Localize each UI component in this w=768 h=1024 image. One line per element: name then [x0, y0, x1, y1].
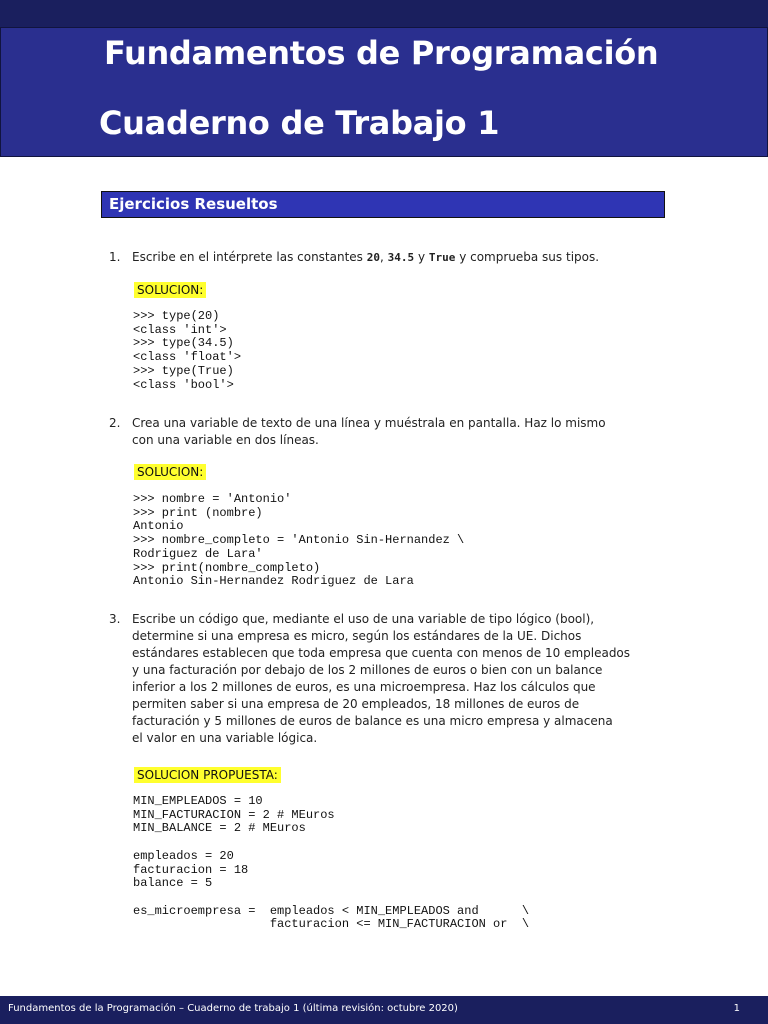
- exercise-2-code: >>> nombre = 'Antonio' >>> print (nombre) Antonio >>> nombre_completo = 'Antonio Sin-Hernandez \ Rodriguez de Lara' >>> print(nombre_completo) Antonio Sin-Hernandez Rodriguez de Lara: [133, 492, 465, 589]
- exercise-1-solution-label: SOLUCION:: [134, 282, 206, 298]
- exercise-1-text-before: Escribe en el intérprete las constantes: [132, 250, 367, 264]
- exercise-2-line: Crea una variable de texto de una línea y muéstrala en pantalla. Haz lo mismo: [132, 416, 606, 430]
- exercise-3-code: MIN_EMPLEADOS = 10 MIN_FACTURACION = 2 # MEuros MIN_BALANCE = 2 # MEuros empleados = 20 facturacion = 18 balance = 5 es_microempresa = empleados < MIN_EMPLEADOS and \ facturacion <= MIN_FACTURACION or \: [133, 794, 530, 932]
- footer-bar: [0, 996, 768, 1024]
- exercise-3-statement: [132, 611, 656, 747]
- footer-text: Fundamentos de la Programación – Cuaderno de trabajo 1 (última revisión: octubre 2020): [8, 1003, 458, 1014]
- exercise-2-line: con una variable en dos líneas.: [132, 433, 319, 447]
- page-number: 1: [733, 1003, 740, 1014]
- section-title: Ejercicios Resueltos: [109, 195, 278, 213]
- exercise-3-line: Escribe un código que, mediante el uso de una variable de tipo lógico (bool),: [132, 612, 595, 626]
- document-subtitle: Cuaderno de Trabajo 1: [99, 104, 500, 142]
- exercise-3-line: facturación y 5 millones de euros de balance es una micro empresa y almacena: [132, 714, 613, 728]
- exercise-2-number: 2.: [109, 416, 121, 430]
- top-strip: [0, 0, 768, 27]
- exercise-1-text-after: y comprueba sus tipos.: [455, 250, 600, 264]
- exercise-3-number: 3.: [109, 612, 121, 626]
- exercise-2-solution-label: SOLUCION:: [134, 464, 206, 480]
- exercise-3-solution-label: SOLUCION PROPUESTA:: [134, 767, 281, 783]
- exercise-1-sep-2: y: [414, 250, 429, 264]
- exercise-2-statement: [132, 415, 656, 449]
- document-title: Fundamentos de Programación: [104, 34, 659, 72]
- exercise-1-sep-1: ,: [380, 250, 388, 264]
- exercise-3-line: inferior a los 2 millones de euros, es una microempresa. Haz los cálculos que: [132, 680, 596, 694]
- exercise-1-statement: [132, 249, 656, 266]
- exercise-3-line: el valor en una variable lógica.: [132, 731, 318, 745]
- exercise-1-const-2: 34.5: [387, 251, 415, 264]
- exercise-3-line: determine si una empresa es micro, según los estándares de la UE. Dichos: [132, 629, 582, 643]
- exercise-3-line: estándares establecen que toda empresa que cuenta con menos de 10 empleados: [132, 646, 631, 660]
- section-header: [101, 191, 665, 218]
- exercise-1-const-1: 20: [366, 251, 380, 264]
- exercise-3-line: permiten saber si una empresa de 20 empleados, 18 millones de euros de: [132, 697, 580, 711]
- exercise-1-const-3: True: [428, 251, 456, 264]
- exercise-1-code: >>> type(20) <class 'int'> >>> type(34.5) <class 'float'> >>> type(True) <class 'bool'>: [133, 309, 242, 392]
- exercise-3-line: y una facturación por debajo de los 2 millones de euros o bien con un balance: [132, 663, 603, 677]
- exercise-1-number: 1.: [109, 250, 121, 264]
